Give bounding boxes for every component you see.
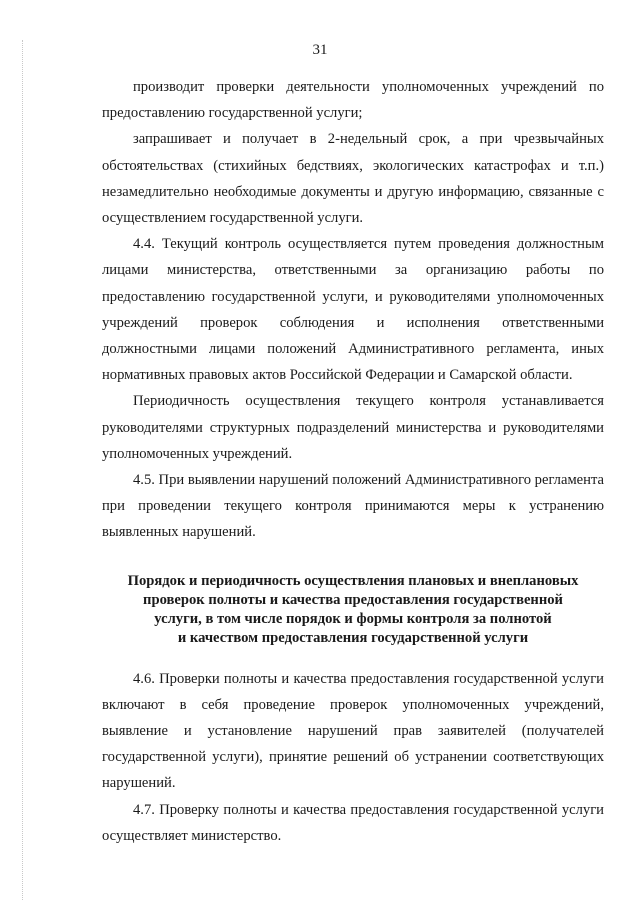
paragraph-periodicity: Периодичность осуществления текущего контроля устанавливается руководителями структурных подразделений министерства и руководителями уполномоченных учреждений. [102, 393, 604, 462]
heading-line: Порядок и периодичность осуществления плановых и внеплановых [127, 572, 579, 589]
paragraph-4-5: 4.5. При выявлении нарушений положений Административного регламента при проведении текущего контроля принимаются меры к устранению выявленных нарушений. [102, 472, 604, 541]
paragraph-audit-activities: производит проверки деятельности уполномоченных учреждений по предоставлению государственной услуги; [102, 79, 604, 122]
paragraph-4-7: 4.7. Проверку полноты и качества предоставления государственной услуги осуществляет министерство. [102, 801, 604, 844]
paragraph-4-4: 4.4. Текущий контроль осуществляется путем проведения должностным лицами министерства, ответственными за организацию работы по предоставлению государственной услуги, и руководителями уполномоченных учреждений проверок соблюдения и исполнения ответственными должностными лицами положений Административного регламента, иных нормативных правовых актов Российской Федерации и Самарской области. [102, 236, 604, 384]
paragraph-request-documents: запрашивает и получает в 2-недельный срок, а при чрезвычайных обстоятельствах (стихийных бедствиях, экологических катастрофах и т.п.) незамедлительно необходимые документы и другую информацию, связанные с осуществлением государственной услуги. [102, 131, 604, 227]
document-body [102, 74, 604, 849]
heading-line: услуги, в том числе порядок и формы контроля за полнотой [154, 610, 552, 627]
heading-line: и качеством предоставления государственной услуги [177, 629, 529, 646]
heading-line: проверок полноты и качества предоставления государственной [143, 591, 563, 608]
scan-margin-line [22, 40, 23, 900]
paragraph-4-6: 4.6. Проверки полноты и качества предоставления государственной услуги включают в себя проведение проверок уполномоченных учреждений, выявление и установление нарушений прав заявителей (получателей государственной услуги), принятие решений об устранении соответствующих нарушений. [102, 670, 604, 792]
section-heading [102, 572, 604, 648]
page-number: 31 [312, 42, 328, 58]
